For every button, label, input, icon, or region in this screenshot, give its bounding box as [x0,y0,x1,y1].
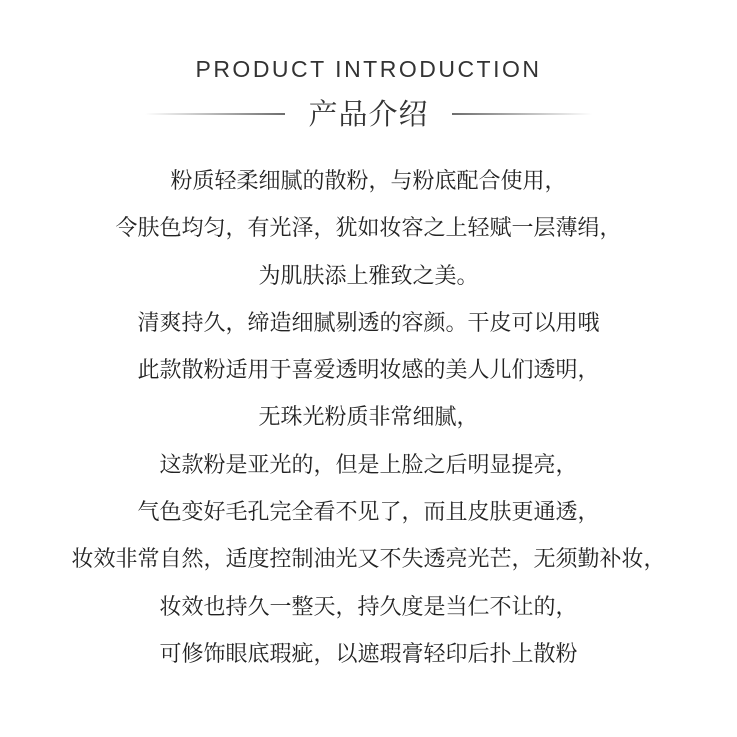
description-line: 令肤色均匀，有光泽，犹如妆容之上轻赋一层薄绢， [115,216,622,242]
description-line: 清爽持久，缔造细腻剔透的容颜。干皮可以用哦 [137,310,600,336]
description-line: 可修饰眼底瑕疵，以遮瑕膏轻印后扑上散粉 [159,641,578,667]
description-line: 妆效非常自然，适度控制油光又不失透亮光芒，无须勤补妆， [71,547,666,573]
section-title-english: PRODUCT INTRODUCTION [195,56,542,82]
description-line: 无珠光粉质非常细腻， [258,405,479,431]
title-divider-right [452,113,592,115]
section-title-row [0,94,737,134]
description-line: 此款散粉适用于喜爱透明妆感的美人儿们透明， [137,358,600,384]
description-line: 气色变好毛孔完全看不见了，而且皮肤更通透， [137,500,600,526]
section-title-chinese: 产品介绍 [308,97,429,131]
product-description [0,162,737,682]
description-line: 妆效也持久一整天，持久度是当仁不让的， [159,594,578,620]
description-line: 粉质轻柔细腻的散粉，与粉底配合使用， [170,169,567,194]
description-line: 为肌肤添上雅致之美。 [258,263,479,289]
description-line: 这款粉是亚光的，但是上脸之后明显提亮， [159,452,578,478]
